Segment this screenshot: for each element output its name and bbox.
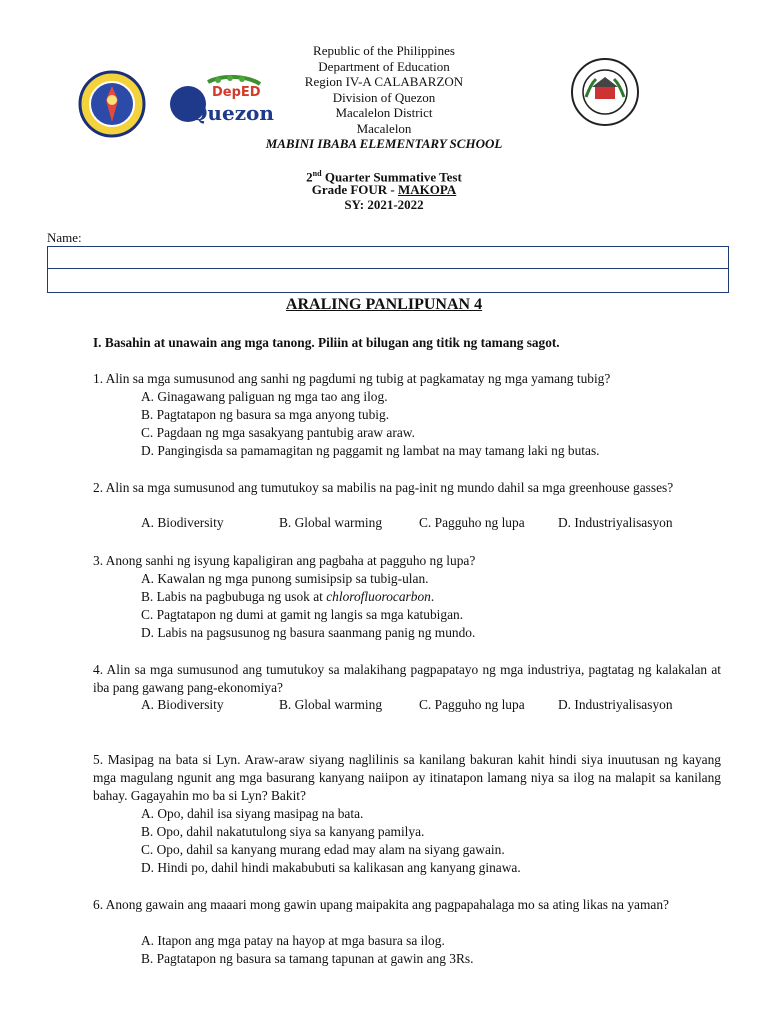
q2-option-a[interactable]: A. Biodiversity xyxy=(141,515,224,530)
q4-option-a[interactable]: A. Biodiversity xyxy=(141,697,224,712)
q5-option-a[interactable]: A. Opo, dahil isa siyang masipag na bata. xyxy=(141,806,364,821)
header-line-2: Department of Education xyxy=(318,58,450,74)
question-1: 1. Alin sa mga sumusunod ang sanhi ng pagdumi ng tubig at pagkamatay ng mga yamang tubig? xyxy=(93,371,611,386)
question-3: 3. Anong sanhi ng isyung kapaligiran ang pagbaha at pagguho ng lupa? xyxy=(93,553,476,568)
grade-line xyxy=(0,182,768,198)
header-line-6: Macalelon xyxy=(356,120,412,136)
quarter-text: Quarter Summative Test xyxy=(321,169,462,185)
svg-text:DepED: DepED xyxy=(212,85,261,100)
name-field[interactable] xyxy=(47,246,729,293)
q4-option-c[interactable]: C. Pagguho ng lupa xyxy=(419,697,525,712)
q6-option-a[interactable]: A. Itapon ang mga patay na hayop at mga basura sa ilog. xyxy=(141,933,445,948)
header-line-5: Macalelon District xyxy=(335,105,433,120)
q3-option-b-end: . xyxy=(430,589,435,604)
quarter-suffix: nd xyxy=(312,169,322,178)
q2-options xyxy=(141,515,721,531)
subject-title: ARALING PANLIPUNAN 4 xyxy=(285,296,483,313)
q5-option-c[interactable]: C. Opo, dahil sa kanyang murang edad may alam na siyang gawain. xyxy=(141,842,505,857)
q2-option-d[interactable]: D. Industriyalisasyon xyxy=(558,515,673,530)
q1-option-d[interactable]: D. Pangingisda sa pamamagitan ng paggamit ng lambat na may tamang laki ng butas. xyxy=(141,443,600,458)
svg-text:Quezon: Quezon xyxy=(190,101,274,125)
q2-option-c[interactable]: C. Pagguho ng lupa xyxy=(419,515,525,530)
header-line-4: Division of Quezon xyxy=(332,89,436,105)
quarter-number: 2 xyxy=(306,169,313,185)
header-line-1: Republic of the Philippines xyxy=(313,43,455,58)
q3-option-b-term: chlorofluorocarbon xyxy=(326,589,431,604)
q5-option-d[interactable]: D. Hindi po, dahil hindi makabubuti sa kalikasan ang kanyang ginawa. xyxy=(141,860,521,875)
school-name: MABINI IBABA ELEMENTARY SCHOOL xyxy=(265,136,503,151)
header-line-3: Region IV-A CALABARZON xyxy=(304,74,464,89)
q2-option-b[interactable]: B. Global warming xyxy=(279,515,383,530)
grade-section: MAKOPA xyxy=(398,182,457,197)
q1-option-c[interactable]: C. Pagdaan ng mga sasakyang pantubig araw araw. xyxy=(141,425,415,440)
name-label: Name: xyxy=(47,230,82,245)
grade-prefix: Grade FOUR - xyxy=(311,182,399,197)
q1-option-b[interactable]: B. Pagtatapon ng basura sa mga anyong tubig. xyxy=(141,407,390,422)
instructions: I. Basahin at unawain ang mga tanong. Piliin at bilugan ang titik ng tamang sagot. xyxy=(93,335,560,350)
q5-option-b[interactable]: B. Opo, dahil nakatutulong siya sa kanyang pamilya. xyxy=(141,824,425,839)
q3-option-b-text: B. Labis na pagbubuga ng usok at xyxy=(141,589,327,604)
q4-option-b[interactable]: B. Global warming xyxy=(279,697,383,712)
school-year: SY: 2021-2022 xyxy=(344,197,424,212)
question-5: 5. Masipag na bata si Lyn. Araw-araw siyang naglilinis sa kanilang bakuran kahit hindi siya inuutusan ng kayang mga magulang ngunit ang mga basurang kanyang naiipon ay itinatapon lamang niya sa ilog na malapit sa kanilang bahay. Gagayahin mo ba si Lyn? Bakit? xyxy=(93,752,721,804)
question-4: 4. Alin sa mga sumusunod ang tumutukoy sa malakihang pagpapatayo ng mga industriya, pagtatag ng kalakalan at iba pang gawang pang-ekonomiya? xyxy=(93,662,721,696)
q3-option-d[interactable]: D. Labis na pagsusunog ng basura saanmang panig ng mundo. xyxy=(141,625,476,640)
q3-option-b[interactable] xyxy=(141,588,434,606)
question-2: 2. Alin sa mga sumusunod ang tumutukoy sa mabilis na pag-init ng mundo dahil sa mga greenhouse gasses? xyxy=(93,480,674,495)
q6-option-b[interactable]: B. Pagtatapon ng basura sa tamang tapunan at gawin ang 3Rs. xyxy=(141,951,474,966)
q4-options xyxy=(141,697,721,713)
name-field-divider xyxy=(48,268,728,269)
q4-option-d[interactable]: D. Industriyalisasyon xyxy=(558,697,673,712)
q3-option-c[interactable]: C. Pagtatapon ng dumi at gamit ng langis sa mga katubigan. xyxy=(141,607,464,622)
q3-option-a[interactable]: A. Kawalan ng mga punong sumisipsip sa tubig-ulan. xyxy=(141,571,429,586)
question-6: 6. Anong gawain ang maaari mong gawin upang maipakita ang pagpapahalaga mo sa ating likas na yaman? xyxy=(93,897,669,912)
q1-option-a[interactable]: A. Ginagawang paliguan ng mga tao ang ilog. xyxy=(141,389,388,404)
